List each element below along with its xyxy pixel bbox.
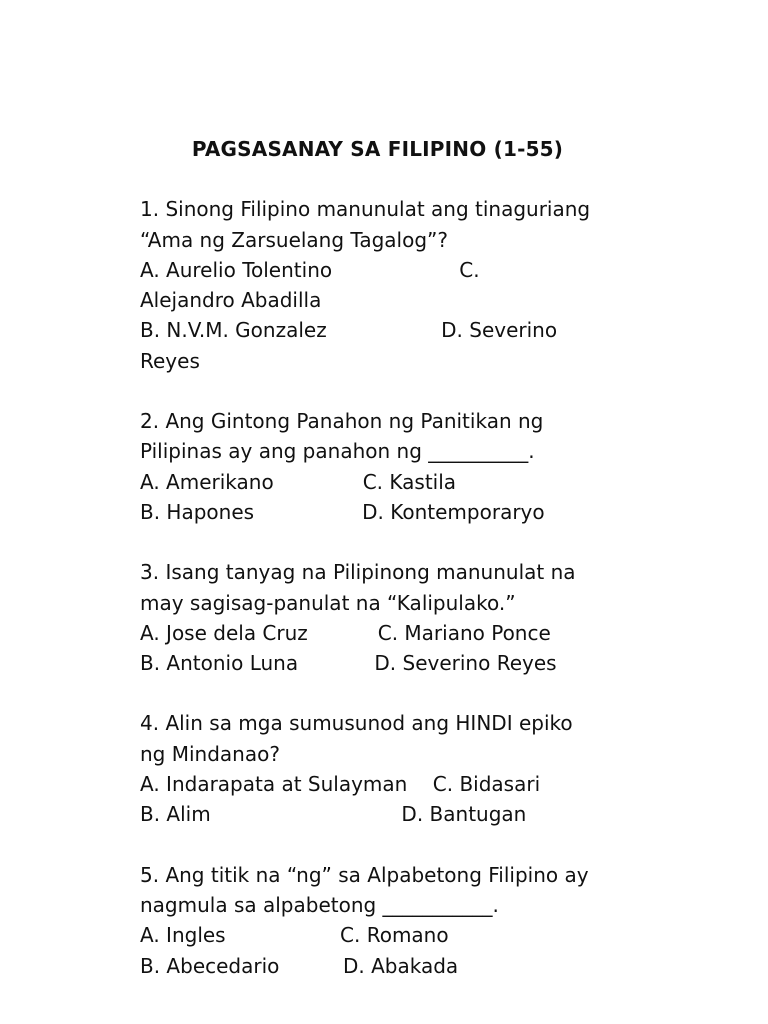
question-4-choices-line-2: B. Alim D. Bantugan <box>140 802 527 827</box>
question-4-choices-line-1: A. Indarapata at Sulayman C. Bidasari <box>140 772 541 797</box>
question-1-stem-line-2: “Ama ng Zarsuelang Tagalog”? <box>140 227 448 252</box>
question-5 <box>140 860 630 981</box>
question-2-choices-line-2: B. Hapones D. Kontemporaryo <box>140 499 545 524</box>
question-5-choices-line-2: B. Abecedario D. Abakada <box>140 953 459 978</box>
question-1 <box>140 194 630 376</box>
question-3-choices-line-1: A. Jose dela Cruz C. Mariano Ponce <box>140 620 551 645</box>
question-2-choices-line-1: A. Amerikano C. Kastila <box>140 469 457 494</box>
question-1-choices-line-3: B. N.V.M. Gonzalez D. Severino <box>140 318 558 343</box>
question-3 <box>140 557 630 678</box>
question-5-stem-line-1: 5. Ang titik na “ng” sa Alpabetong Filipino ay <box>140 862 589 887</box>
question-4-stem-line-2: ng Mindanao? <box>140 741 280 766</box>
question-5-choices-line-1: A. Ingles C. Romano <box>140 923 449 948</box>
question-2-stem-line-2: Pilipinas ay ang panahon ng __________. <box>140 439 535 464</box>
question-3-choices-line-2: B. Antonio Luna D. Severino Reyes <box>140 651 557 676</box>
question-4 <box>140 708 630 829</box>
question-1-choices-line-2: Alejandro Abadilla <box>140 288 322 313</box>
worksheet-page <box>140 134 630 1011</box>
question-4-stem-line-1: 4. Alin sa mga sumusunod ang HINDI epiko <box>140 711 573 736</box>
question-1-choices-line-4: Reyes <box>140 348 200 373</box>
question-3-stem-line-1: 3. Isang tanyag na Pilipinong manunulat na <box>140 560 576 585</box>
page-title: PAGSASANAY SA FILIPINO (1-55) <box>191 137 564 161</box>
question-1-choices-line-1: A. Aurelio Tolentino C. <box>140 257 480 282</box>
question-2 <box>140 406 630 527</box>
question-5-stem-line-2: nagmula sa alpabetong ___________. <box>140 892 499 917</box>
question-2-stem-line-1: 2. Ang Gintong Panahon ng Panitikan ng <box>140 409 544 434</box>
question-1-stem-line-1: 1. Sinong Filipino manunulat ang tinaguriang <box>140 197 591 222</box>
question-3-stem-line-2: may sagisag-panulat na “Kalipulako.” <box>140 590 516 615</box>
